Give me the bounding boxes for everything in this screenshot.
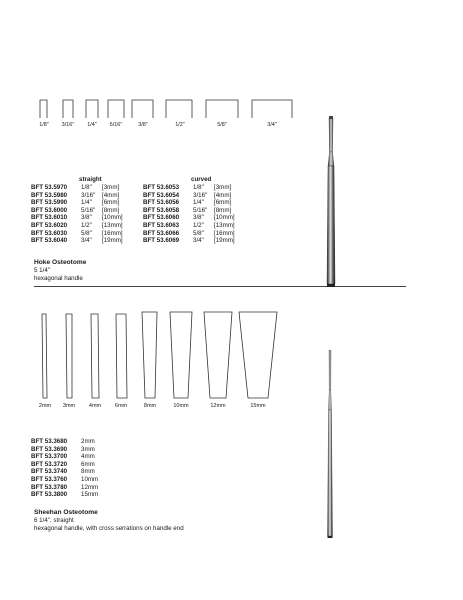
- sheehan-blade-profile-6mm: [116, 314, 127, 398]
- sheehan-blade-label: 12mm: [210, 403, 226, 409]
- sheehan-blade-label: 6mm: [114, 403, 128, 409]
- hoke-blade-label: 1/4": [87, 122, 97, 128]
- hoke-blade-profile-3-8: [132, 100, 153, 118]
- hoke-section-divider: [34, 286, 406, 287]
- sheehan-product-handle: hexagonal handle, with cross serrations on handle end: [34, 525, 184, 532]
- sheehan-blade-profile-10mm: [170, 312, 192, 398]
- hoke-blade-profile-1-4: [86, 100, 98, 118]
- table-row: BFT 53.5990 1/4" [6mm]: [31, 199, 120, 207]
- table-row: BFT 53.6069 3/4" [19mm]: [143, 237, 235, 245]
- table-row: BFT 53.6020 1/2" [13mm]: [31, 221, 123, 229]
- table-row: BFT 53.3800 15mm: [31, 491, 99, 499]
- hoke-blade-label: 5/8": [217, 122, 227, 128]
- sheehan-blade-label: 2mm: [38, 403, 52, 409]
- table-row: BFT 53.6066 5/8" [16mm]: [143, 229, 235, 237]
- table-row: BFT 53.6040 3/4" [19mm]: [31, 237, 123, 245]
- hoke-blade-label: 3/4": [267, 122, 277, 128]
- hoke-curved-header: curved: [191, 176, 212, 183]
- hoke-product-handle: hexagonal handle: [34, 275, 83, 282]
- sheehan-blade-profiles: [0, 300, 463, 410]
- table-row: BFT 53.6060 3/8" [10mm]: [143, 214, 235, 222]
- table-row: BFT 53.6010 3/8" [10mm]: [31, 214, 123, 222]
- table-row: BFT 53.5970 1/8" [3mm]: [31, 184, 120, 191]
- table-row: BFT 53.6056 1/4" [6mm]: [143, 199, 232, 207]
- hoke-blade-profile-3-4: [252, 100, 292, 118]
- sheehan-blade-label: 4mm: [88, 403, 102, 409]
- sheehan-blade-profile-4mm: [91, 314, 99, 398]
- hoke-blade-profile-1-2: [166, 100, 192, 118]
- table-row: BFT 53.6000 5/16" [8mm]: [31, 206, 120, 214]
- hoke-straight-table: [31, 176, 132, 245]
- sheehan-product-title: Sheehan Osteotome: [34, 509, 98, 516]
- sheehan-blade-label: 10mm: [173, 403, 189, 409]
- table-row: BFT 53.3780 12mm: [31, 483, 99, 491]
- hoke-blade-label: 1/2": [175, 122, 185, 128]
- table-row: BFT 53.6030 5/8" [16mm]: [31, 229, 123, 237]
- table-row: BFT 53.5980 3/16" [4mm]: [31, 191, 120, 199]
- hoke-straight-header: straight: [79, 176, 102, 183]
- sheehan-blade-label: 15mm: [250, 403, 266, 409]
- sheehan-code-list: [31, 438, 98, 499]
- hoke-blade-label: 1/8": [39, 122, 49, 128]
- sheehan-blade-profile-8mm: [142, 312, 157, 398]
- sheehan-blade-profile-15mm: [239, 312, 277, 398]
- sheehan-blade-label: 8mm: [143, 403, 157, 409]
- sheehan-osteotome-illustration: [320, 350, 340, 540]
- hoke-blade-profile-1-8: [40, 100, 47, 118]
- hoke-blade-profile-5-8: [206, 100, 238, 118]
- hoke-product-title: Hoke Osteotome: [34, 259, 87, 266]
- table-row: BFT 53.3680 2mm: [31, 438, 95, 445]
- table-row: BFT 53.6063 1/2" [13mm]: [143, 221, 235, 229]
- hoke-blade-profile-3-16: [63, 100, 73, 118]
- table-row: BFT 53.6054 3/16" [4mm]: [143, 191, 232, 199]
- table-row: BFT 53.3690 3mm: [31, 445, 95, 453]
- table-row: BFT 53.3760 10mm: [31, 475, 99, 483]
- sheehan-blade-label: 3mm: [62, 403, 76, 409]
- table-row: BFT 53.3720 6mm: [31, 460, 95, 468]
- table-row: BFT 53.3700 4mm: [31, 453, 95, 461]
- sheehan-blade-profile-3mm: [66, 314, 72, 398]
- table-row: BFT 53.6053 1/8" [3mm]: [143, 184, 232, 191]
- sheehan-product-length: 6 1/4", straight: [34, 517, 74, 524]
- sheehan-blade-profile-2mm: [42, 314, 47, 398]
- hoke-blade-label: 3/8": [138, 122, 148, 128]
- table-row: BFT 53.6058 5/16" [8mm]: [143, 206, 232, 214]
- hoke-product-length: 5 1/4": [34, 267, 50, 274]
- hoke-curved-table: [143, 176, 244, 245]
- hoke-blade-label: 3/16": [61, 122, 75, 128]
- table-row: BFT 53.3740 8mm: [31, 468, 95, 476]
- hoke-blade-profiles: [0, 0, 463, 140]
- hoke-blade-profile-5-16: [108, 100, 124, 118]
- hoke-osteotome-illustration: [316, 112, 346, 288]
- sheehan-blade-profile-12mm: [204, 312, 232, 398]
- hoke-blade-label: 5/16": [109, 122, 123, 128]
